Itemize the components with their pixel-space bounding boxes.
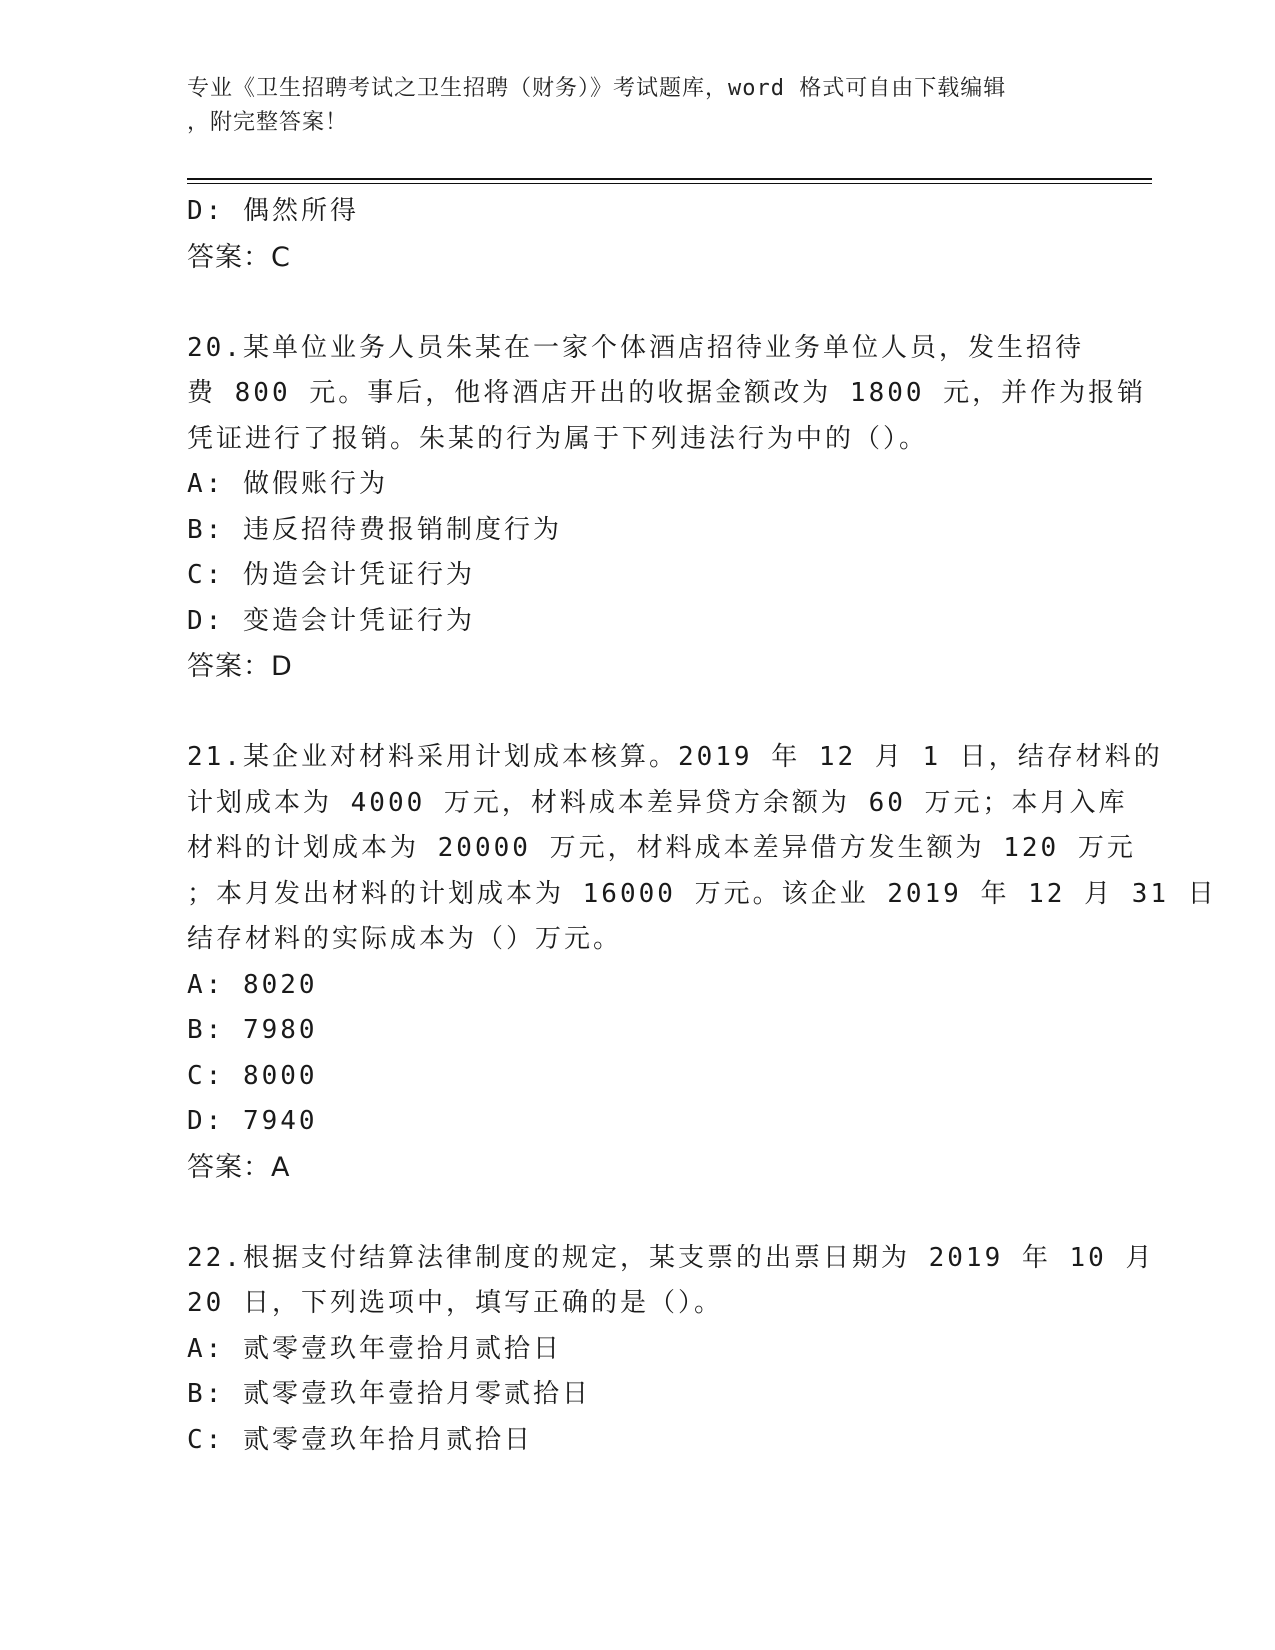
q20-stem-line: 费 800 元。事后，他将酒店开出的收据金额改为 1800 元，并作为报销 xyxy=(187,378,1147,408)
spacer xyxy=(187,690,1087,736)
prev-answer: 答案：C xyxy=(187,241,291,273)
q20-option-d: D: 变造会计凭证行为 xyxy=(187,605,475,636)
question-22 xyxy=(187,1236,1155,1464)
q20-stem-line: 凭证进行了报销。朱某的行为属于下列违法行为中的（）。 xyxy=(187,423,929,454)
q21-stem-line: ；本月发出材料的计划成本为 16000 万元。该企业 2019 年 12 月 31 日 xyxy=(187,878,1217,909)
header-rule-thin xyxy=(187,183,1152,184)
header-line-1: 专业《卫生招聘考试之卫生招聘（财务）》考试题库，word 格式可自由下载编辑 xyxy=(187,76,1007,101)
q20-answer: 答案：D xyxy=(187,651,293,682)
document-header xyxy=(187,72,1067,140)
q22-option-a: A: 贰零壹玖年壹拾月贰拾日 xyxy=(187,1333,562,1364)
q21-stem-line: 21.某企业对材料采用计划成本核算。2019 年 12 月 1 日，结存材料的 xyxy=(187,742,1163,772)
q21-option-d: D: 7940 xyxy=(187,1106,318,1136)
q22-stem-line: 22.根据支付结算法律制度的规定，某支票的出票日期为 2019 年 10 月 xyxy=(187,1242,1155,1273)
q22-option-c: C: 贰零壹玖年拾月贰拾日 xyxy=(187,1424,533,1455)
q20-option-a: A: 做假账行为 xyxy=(187,469,388,499)
q21-stem-line: 材料的计划成本为 20000 万元，材料成本差异借方发生额为 120 万元 xyxy=(187,833,1136,863)
question-21 xyxy=(187,735,1217,1190)
spacer xyxy=(187,280,1087,326)
q20-option-c: C: 伪造会计凭证行为 xyxy=(187,560,475,590)
q21-answer: 答案：A xyxy=(187,1151,291,1183)
q21-stem-line: 结存材料的实际成本为（）万元。 xyxy=(187,924,623,954)
q22-stem-line: 20 日，下列选项中，填写正确的是（）。 xyxy=(187,1288,723,1318)
q22-option-b: B: 贰零壹玖年壹拾月零贰拾日 xyxy=(187,1379,591,1409)
header-rule-thick xyxy=(187,178,1152,180)
q21-option-c: C: 8000 xyxy=(187,1060,318,1091)
question-list xyxy=(187,189,1217,1463)
question-20 xyxy=(187,326,1147,690)
q21-option-b: B: 7980 xyxy=(187,1015,318,1045)
prev-option-d: D: 偶然所得 xyxy=(187,196,359,226)
spacer xyxy=(187,1190,1087,1236)
q20-stem-line: 20.某单位业务人员朱某在一家个体酒店招待业务单位人员，发生招待 xyxy=(187,332,1084,363)
q21-option-a: A: 8020 xyxy=(187,969,318,1000)
q20-option-b: B: 违反招待费报销制度行为 xyxy=(187,514,562,545)
header-line-2: ，附完整答案！ xyxy=(187,110,349,135)
q21-stem-line: 计划成本为 4000 万元，材料成本差异贷方余额为 60 万元；本月入库 xyxy=(187,787,1128,818)
